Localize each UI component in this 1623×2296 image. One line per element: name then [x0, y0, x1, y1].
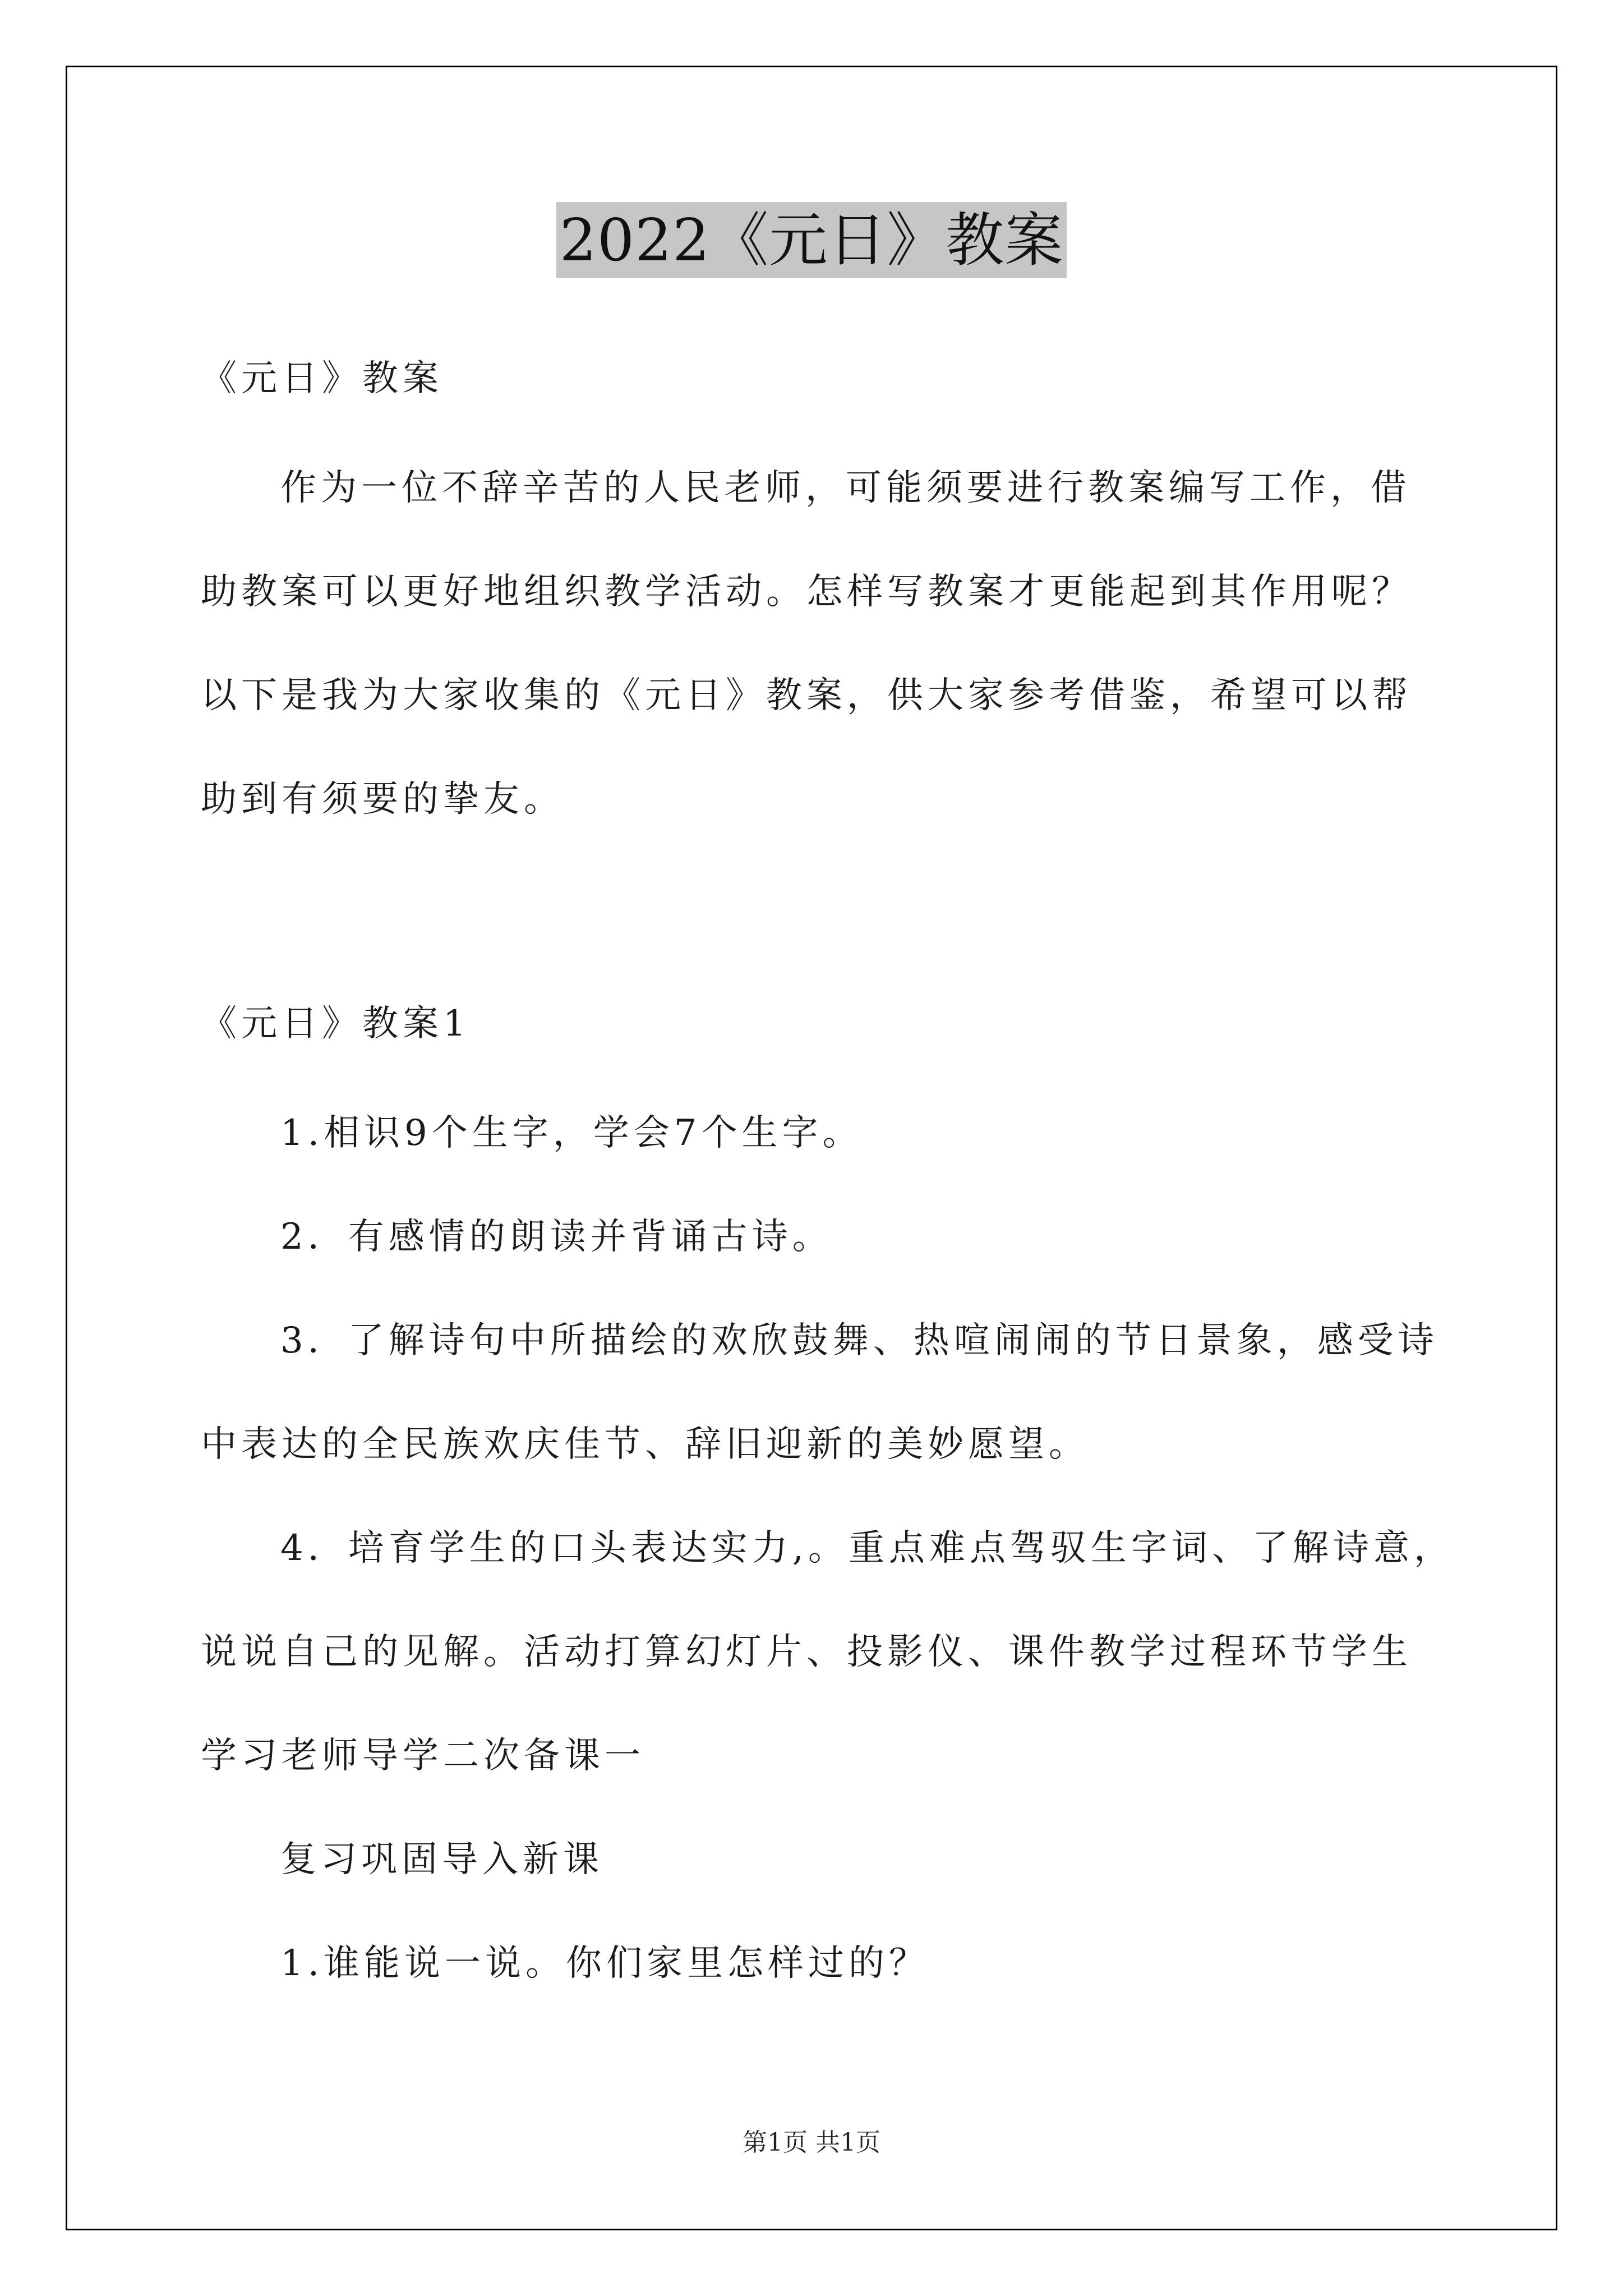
page-footer: 第1页 共1页: [743, 2128, 880, 2157]
page-title: 2022《元日》教案: [556, 202, 1067, 278]
objective-line-4: 中表达的全民族欢庆佳节、辞旧迎新的美妙愿望。: [201, 1424, 1089, 1465]
objective-line-2: 2．有感情的朗读并背诵古诗。: [280, 1216, 833, 1258]
section-heading: 《元日》教案1: [201, 1003, 471, 1045]
title-container: [0, 202, 1623, 278]
subtitle: 《元日》教案: [201, 358, 443, 399]
objective-line-5: 4．培育学生的口头表达实力,。重点难点驾驭生字词、了解诗意，: [280, 1527, 1455, 1569]
intro-line-3: 以下是我为大家收集的《元日》教案，供大家参考借鉴，希望可以帮: [201, 675, 1412, 716]
objective-line-6: 说说自己的见解。活动打算幻灯片、投影仪、课件教学过程环节学生: [201, 1631, 1412, 1673]
intro-line-2: 助教案可以更好地组织教学活动。怎样写教案才更能起到其作用呢？: [201, 571, 1412, 613]
objective-line-7: 学习老师导学二次备课一: [201, 1735, 645, 1777]
step-item: 1.谁能说一说。你们家里怎样过的？: [280, 1943, 930, 1984]
objective-line-1: 1.相识9个生字，学会7个生字。: [280, 1112, 863, 1154]
intro-line-1: 作为一位不辞辛苦的人民老师，可能须要进行教案编写工作，借: [280, 467, 1411, 509]
intro-line-4: 助到有须要的挚友。: [201, 779, 564, 820]
objective-line-3: 3．了解诗句中所描绘的欢欣鼓舞、热喧闹闹的节日景象，感受诗: [280, 1320, 1438, 1361]
step-heading: 复习巩固导入新课: [280, 1839, 603, 1880]
